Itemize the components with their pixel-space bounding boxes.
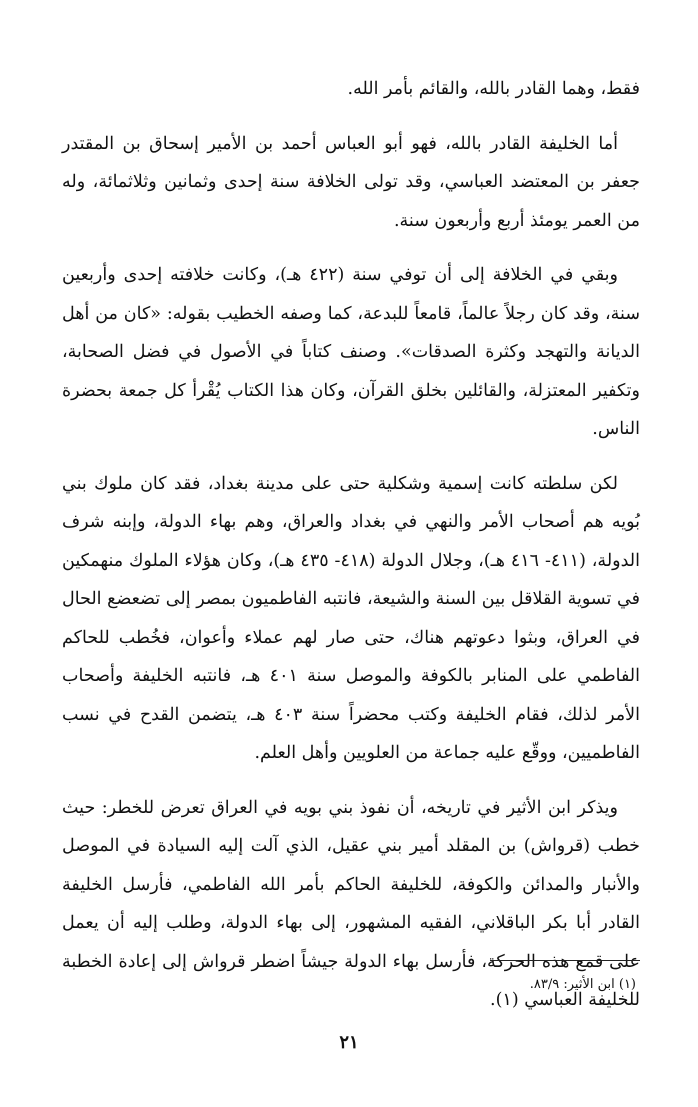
paragraph-5: ويذكر ابن الأثير في تاريخه، أن نفوذ بني بويه في العراق تعرض للخطر: حيث خطب (قرواش) بن المقلد أمير بني عقيل، الذي آلت إليه السيادة في الموصل والأنبار والمدائن والكوفة، للخليفة الحاكم بأمر الله الفاطمي، فأرسل الخليفة القادر أبا بكر الباقلاني، الفقيه المشهور، إلى بهاء الدولة، وطلب إليه أن يعمل على قمع هذه الحركة، فأرسل بهاء الدولة جيشاً اضطر قرواش إلى إعادة الخطبة للخليفة العباسي (١). (62, 797, 640, 1010)
paragraph-2: أما الخليفة القادر بالله، فهو أبو العباس أحمد بن الأمير إسحاق بن المقتدر جعفر بن المعتضد العباسي، وقد تولى الخلافة سنة إحدى وثمانين وثلاثمائة، وله من العمر يومئذ أربع وأربعون سنة. (62, 133, 640, 231)
page-body (62, 70, 640, 1036)
page-number: ٢١ (339, 1032, 359, 1053)
paragraph-3: وبقي في الخلافة إلى أن توفي سنة (٤٢٢ هـ)، وكانت خلافته إحدى وأربعين سنة، وقد كان رجلاً عالماً، قامعاً للبدعة، كما وصفه الخطيب بقوله: «كان من أهل الديانة والتهجد وكثرة الصدقات». وصنف كتاباً في الأصول في فضل الصحابة، وتكفير المعتزلة، والقائلين بخلق القرآن، وكان هذا الكتاب يُقْرأ كل جمعة بحضرة الناس. (62, 265, 640, 439)
footnote: (١) ابن الأثير: ٨٣/٩. (529, 977, 636, 992)
paragraph-4: لكن سلطته كانت إسمية وشكلية حتى على مدينة بغداد، فقد كان ملوك بني بُويه هم أصحاب الأمر والنهي في بغداد والعراق، وهم بهاء الدولة، وإبنه شرف الدولة، (٤١١- ٤١٦ هـ)، وجلال الدولة (٤١٨- ٤٣٥ هـ)، وكان هؤلاء الملوك منهمكين في تسوية القلاقل بين السنة والشيعة، فانتبه الفاطميون بمصر إلى تضعضع الحال في العراق، وبثوا دعوتهم هناك، حتى صار لهم عملاء وأعوان، فخُطب للحاكم الفاطمي على المنابر بالكوفة والموصل سنة ٤٠١ هـ، فانتبه الخليفة وأصحاب الأمر لذلك، فقام الخليفة وكتب محضراً سنة ٤٠٣ هـ، يتضمن القدح في نسب الفاطميين، ووقّع عليه جماعة من العلويين وأهل العلم. (62, 473, 641, 763)
footnote-divider (490, 960, 640, 961)
paragraph-1: فقط، وهما القادر بالله، والقائم بأمر الله. (347, 79, 640, 99)
